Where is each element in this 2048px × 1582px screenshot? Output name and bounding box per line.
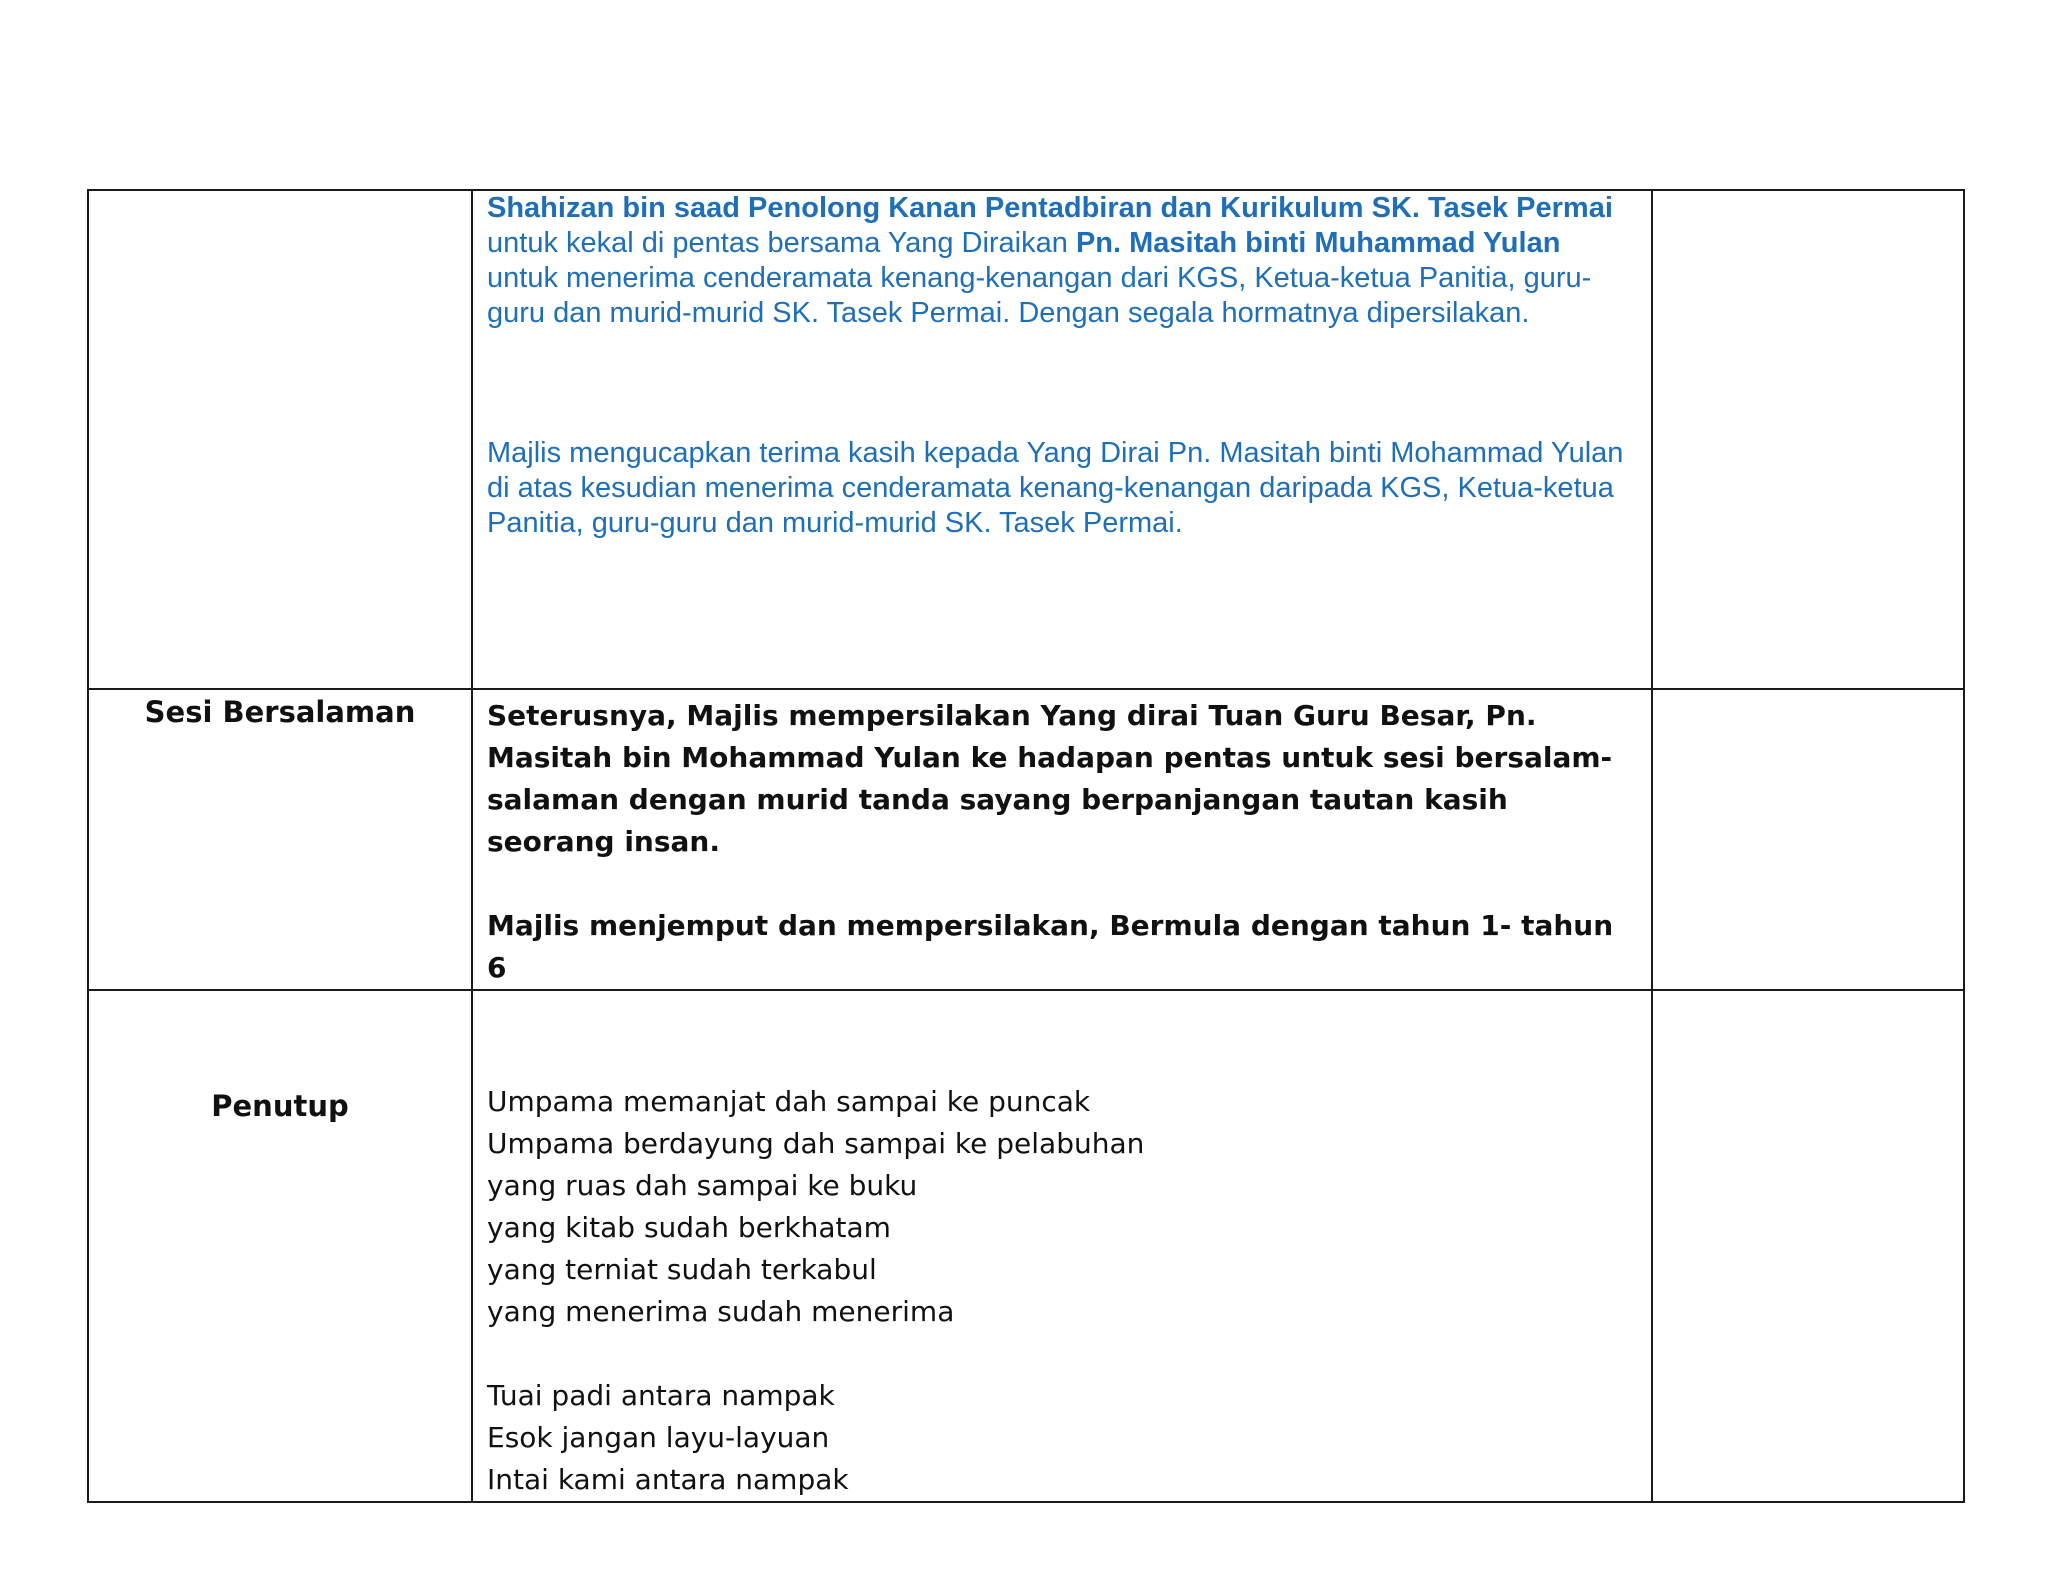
- poem-line: Umpama memanjat dah sampai ke puncak: [487, 1085, 1091, 1118]
- presentation-paragraph: [487, 191, 1639, 331]
- poem-stanza: [487, 1081, 1639, 1333]
- table-row: [88, 689, 1964, 990]
- poem-line: yang ruas dah sampai ke buku: [487, 1169, 918, 1202]
- content-cell: [472, 190, 1652, 689]
- content-cell: [472, 689, 1652, 990]
- presenter-name: Shahizan bin saad Penolong Kanan Pentadbiran dan Kurikulum SK. Tasek Permai: [487, 192, 1613, 224]
- notes-cell: [1652, 689, 1964, 990]
- poem-line: yang menerima sudah menerima: [487, 1295, 955, 1328]
- table-row: [88, 190, 1964, 689]
- content-cell: [472, 990, 1652, 1502]
- program-table: [87, 189, 1965, 1503]
- poem-line: Tuai padi antara nampak: [487, 1379, 835, 1412]
- row-label: Penutup: [211, 1089, 349, 1123]
- label-cell: [88, 190, 472, 689]
- poem-stanza: [487, 1375, 1639, 1501]
- poem-line: Umpama berdayung dah sampai ke pelabuhan: [487, 1127, 1145, 1160]
- thanks-paragraph: Majlis mengucapkan terima kasih kepada Yang Dirai Pn. Masitah binti Mohammad Yulan di atas kesudian menerima cenderamata kenang-kenangan daripada KGS, Ketua-ketua Panitia, guru-guru dan murid-murid SK. Tasek Permai.: [487, 437, 1624, 539]
- poem-line: Intai kami antara nampak: [487, 1463, 849, 1496]
- notes-cell: [1652, 190, 1964, 689]
- table-row: [88, 990, 1964, 1502]
- poem-line: Esok jangan layu-layuan: [487, 1421, 830, 1454]
- row-label: Sesi Bersalaman: [144, 695, 416, 729]
- paragraph-text: untuk kekal di pentas bersama Yang Diraikan: [487, 227, 1076, 259]
- poem-line: yang terniat sudah terkabul: [487, 1253, 877, 1286]
- notes-cell: [1652, 990, 1964, 1502]
- label-cell: [88, 990, 472, 1502]
- greeting-session-paragraph: Seterusnya, Majlis mempersilakan Yang dirai Tuan Guru Besar, Pn. Masitah bin Mohammad Yulan ke hadapan pentas untuk sesi bersalam-salaman dengan murid tanda sayang berpanjangan tautan kasih seorang insan.: [487, 699, 1613, 858]
- label-cell: [88, 689, 472, 990]
- honoree-name: Pn. Masitah binti Muhammad Yulan: [1075, 227, 1561, 259]
- invitation-paragraph: Majlis menjemput dan mempersilakan, Bermula dengan tahun 1- tahun 6: [487, 909, 1614, 984]
- paragraph-text: untuk menerima cenderamata kenang-kenangan dari KGS, Ketua-ketua Panitia, guru-guru dan murid-murid SK. Tasek Permai. Dengan segala hormatnya dipersilakan.: [487, 262, 1592, 329]
- poem-line: yang kitab sudah berkhatam: [487, 1211, 891, 1244]
